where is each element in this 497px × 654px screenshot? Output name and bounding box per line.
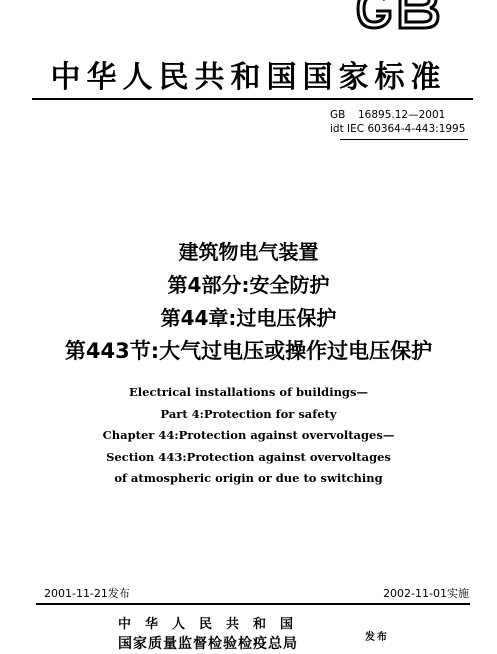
en-title-line-2: Part 4:Protection for safety [160,406,337,421]
iec-prefix: idt IEC [330,123,365,135]
issue-date: 2001-11-21发布 [44,587,130,600]
number-underline [340,139,468,140]
en-title-line-5: of atmospheric origin or due to switching [114,471,383,485]
english-title-block [0,382,497,490]
issuing-authority [118,616,307,654]
en-title-line-4: Section 443:Protection against overvoltages [106,449,391,464]
implementation-date: 2002-11-01实施 [383,587,469,600]
cn-title-line-4: 第443节:大气过电压或操作过电压保护 [64,339,433,363]
standard-numbers [330,108,465,136]
national-standard-title: 中华人民共和国国家标准 [50,60,447,95]
gb-prefix: GB [330,109,346,121]
en-title-line-3: Chapter 44:Protection against overvoltages— [102,428,395,442]
issuer-agency: 国家质量监督检验检疫总局 [118,636,298,652]
cn-title-line-2: 第4部分:安全防护 [167,273,330,297]
chinese-title-block [0,236,497,368]
iec-number-row [330,122,465,136]
gb-logo [352,0,444,32]
publish-label: 发布 [365,632,389,643]
issuer-country: 中华人民共和国 [118,617,308,632]
iec-number: 60364-4-443:1995 [367,123,466,135]
header-rule [32,98,473,100]
en-title-line-1: Electrical installations of buildings— [129,385,368,399]
cn-title-line-3: 第44章:过电压保护 [160,306,337,330]
gb-number: 16895.12—2001 [358,109,446,121]
cn-title-line-1: 建筑物电气装置 [178,240,319,264]
gb-number-row [330,108,465,122]
footer-rule [36,603,470,605]
